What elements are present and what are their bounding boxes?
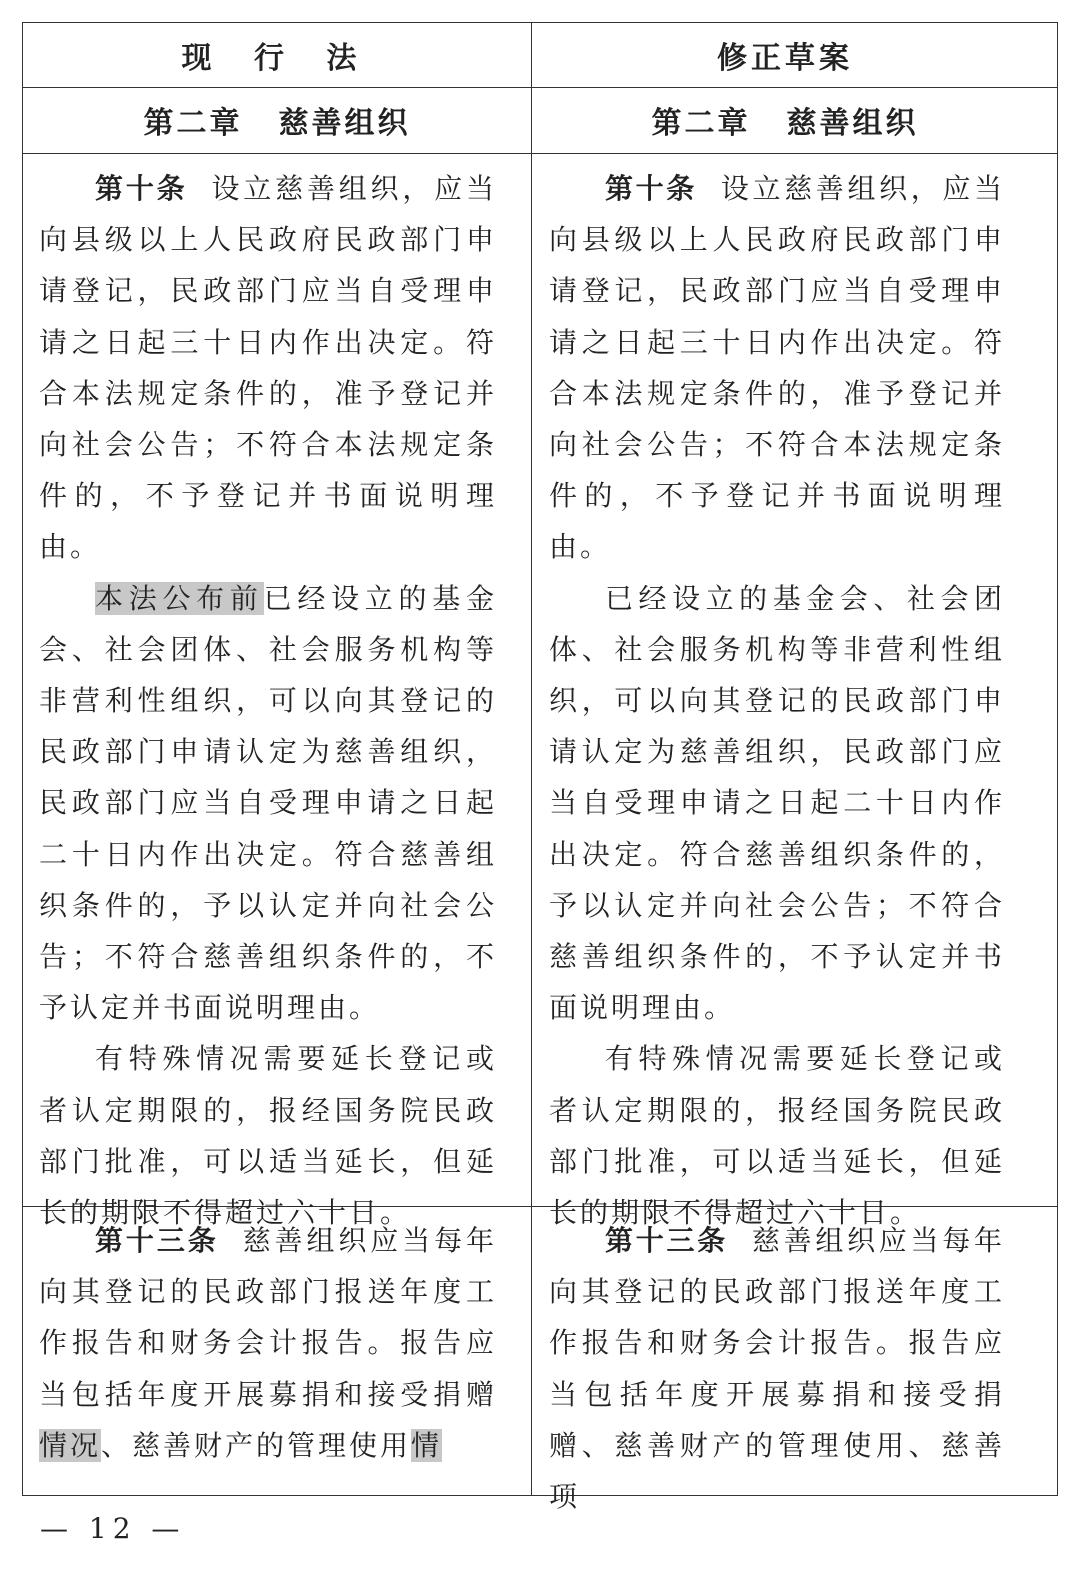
paragraph bbox=[39, 573, 497, 1034]
paragraph bbox=[549, 1033, 1005, 1238]
header-draft-amendment: 修正草案 bbox=[717, 41, 853, 76]
paragraph-text: 、慈善财产的管理使用 bbox=[101, 1428, 412, 1462]
article-10-current bbox=[23, 163, 515, 1238]
paragraph-text: 已经设立的基金会、社会团体、社会服务机构等非营利性组织，可以向其登记的民政部门申请认定为慈善组织，民政部门应当自受理申请之日起二十日内作出决定。符合慈善组织条件的，予以认定并向社会公告；不符合慈善组织条件的，不予认定并书面说明理由。 bbox=[549, 581, 1005, 1025]
chapter-number: 第二章 bbox=[143, 106, 243, 141]
article-label: 第十三条 bbox=[605, 1224, 728, 1257]
header-current-law: 现 行 法 bbox=[181, 41, 373, 76]
highlighted-deletion: 情况 bbox=[39, 1428, 102, 1462]
article-13-current bbox=[23, 1215, 515, 1471]
paragraph bbox=[549, 1215, 1005, 1522]
paragraph-text: 有特殊情况需要延长登记或者认定期限的，报经国务院民政部门批准，可以适当延长，但延长的期限不得超过六十日。 bbox=[39, 1042, 497, 1230]
highlighted-deletion: 情 bbox=[411, 1428, 443, 1462]
paragraph-text: 设立慈善组织，应当向县级以上人民政府民政部门申请登记，民政部门应当自受理申请之日起三十日内作出决定。符合本法规定条件的，准予登记并向社会公告；不符合本法规定条件的，不予登记并书面说明理由。 bbox=[549, 172, 1005, 564]
chapter-name: 慈善组织 bbox=[278, 106, 411, 141]
paragraph bbox=[39, 1215, 497, 1471]
comparison-table bbox=[22, 22, 1058, 1514]
chapter-heading-left bbox=[23, 87, 531, 153]
article-label: 第十三条 bbox=[95, 1224, 219, 1257]
paragraph bbox=[39, 1033, 497, 1238]
article-10-draft bbox=[531, 163, 1023, 1238]
article-label: 第十条 bbox=[605, 172, 697, 205]
chapter-number: 第二章 bbox=[651, 106, 751, 141]
paragraph bbox=[39, 163, 497, 573]
article-label: 第十条 bbox=[95, 172, 188, 205]
paragraph bbox=[549, 163, 1005, 573]
paragraph-text: 已经设立的基金会、社会团体、社会服务机构等非营利性组织，可以向其登记的民政部门申请认定为慈善组织，民政部门应当自受理申请之日起二十日内作出决定。符合慈善组织条件的，予以认定并向社会公告；不符合慈善组织条件的，不予认定并书面说明理由。 bbox=[39, 581, 497, 1025]
paragraph bbox=[549, 573, 1005, 1034]
page-number: — 12 — bbox=[40, 1512, 186, 1545]
paragraph-text: 慈善组织应当每年向其登记的民政部门报送年度工作报告和财务会计报告。报告应当包括年度开展募捐和接受捐赠 bbox=[39, 1224, 497, 1411]
row-divider bbox=[23, 153, 1057, 154]
paragraph-text: 设立慈善组织，应当向县级以上人民政府民政部门申请登记，民政部门应当自受理申请之日起三十日内作出决定。符合本法规定条件的，准予登记并向社会公告；不符合本法规定条件的，不予登记并书面说明理由。 bbox=[39, 172, 497, 564]
paragraph-text: 有特殊情况需要延长登记或者认定期限的，报经国务院民政部门批准，可以适当延长，但延长的期限不得超过六十日。 bbox=[549, 1042, 1005, 1230]
paragraph-text: 慈善组织应当每年向其登记的民政部门报送年度工作报告和财务会计报告。报告应当包括年度开展募捐和接受捐赠、慈善财产的管理使用、慈善项 bbox=[549, 1224, 1005, 1514]
highlighted-deletion: 本法公布前 bbox=[95, 581, 264, 615]
article-13-draft bbox=[531, 1215, 1023, 1522]
chapter-name: 慈善组织 bbox=[786, 106, 919, 141]
chapter-heading-right bbox=[531, 87, 1039, 153]
